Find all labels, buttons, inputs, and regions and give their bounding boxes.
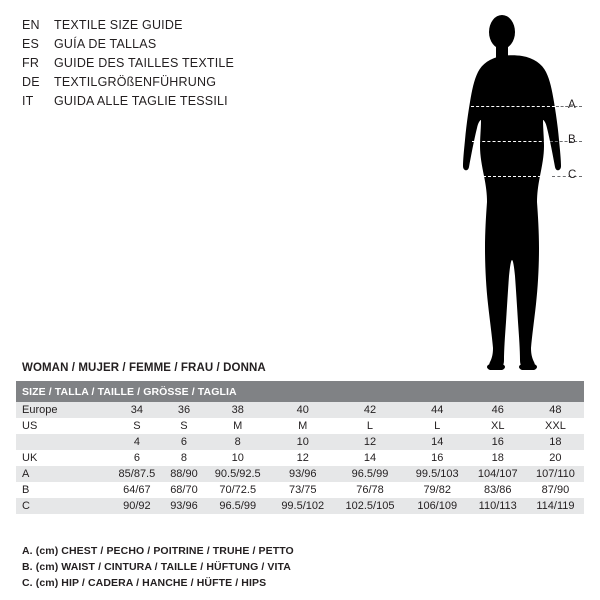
silhouette-icon <box>430 10 590 370</box>
cell: 104/107 <box>469 466 527 482</box>
female-silhouette-figure <box>430 10 590 370</box>
cell: 14 <box>406 434 469 450</box>
note-chest: A. (cm) CHEST / PECHO / POITRINE / TRUHE / PETTO <box>22 545 294 557</box>
cell: 68/70 <box>164 482 204 498</box>
table-row <box>16 418 584 434</box>
title-text: GUIDA ALLE TAGLIE TESSILI <box>54 94 228 108</box>
cell: 90/92 <box>110 498 164 514</box>
table-row <box>16 450 584 466</box>
guide-label-c: C <box>568 169 577 181</box>
cell: 90.5/92.5 <box>204 466 271 482</box>
cell: 44 <box>406 402 469 418</box>
table-row <box>16 498 584 514</box>
title-text: TEXTILE SIZE GUIDE <box>54 18 183 32</box>
cell: 16 <box>469 434 527 450</box>
table-row <box>16 402 584 418</box>
guide-line-b <box>550 141 582 142</box>
cell: 12 <box>271 450 334 466</box>
cell: 14 <box>334 450 406 466</box>
cell: 20 <box>527 450 584 466</box>
cell: 46 <box>469 402 527 418</box>
cell: 70/72.5 <box>204 482 271 498</box>
cell: 93/96 <box>271 466 334 482</box>
table-header-row <box>16 381 584 402</box>
guide-line-c <box>552 176 582 177</box>
title-text: GUÍA DE TALLAS <box>54 37 157 51</box>
cell: 73/75 <box>271 482 334 498</box>
cell: 99.5/103 <box>406 466 469 482</box>
cell: 40 <box>271 402 334 418</box>
row-label: C <box>16 498 110 514</box>
cell: 18 <box>527 434 584 450</box>
row-label: Europe <box>16 402 110 418</box>
language-code: FR <box>22 56 40 70</box>
cell: L <box>406 418 469 434</box>
cell: 99.5/102 <box>271 498 334 514</box>
cell: 6 <box>164 434 204 450</box>
cell: 107/110 <box>527 466 584 482</box>
guide-dash-waist <box>472 141 552 142</box>
row-label <box>16 434 110 450</box>
cell: 8 <box>164 450 204 466</box>
cell: 83/86 <box>469 482 527 498</box>
cell: S <box>164 418 204 434</box>
cell: 36 <box>164 402 204 418</box>
cell: 34 <box>110 402 164 418</box>
language-code: DE <box>22 75 40 89</box>
guide-dash-chest <box>466 106 560 107</box>
guide-label-b: B <box>568 134 576 146</box>
title-text: TEXTILGRÖßENFÜHRUNG <box>54 75 217 89</box>
cell: 42 <box>334 402 406 418</box>
cell: 8 <box>204 434 271 450</box>
title-row <box>22 92 352 111</box>
guide-dash-hip <box>468 176 556 177</box>
cell: 16 <box>406 450 469 466</box>
cell: XXL <box>527 418 584 434</box>
row-label: UK <box>16 450 110 466</box>
row-label: A <box>16 466 110 482</box>
cell: 12 <box>334 434 406 450</box>
title-row <box>22 16 352 35</box>
cell: 38 <box>204 402 271 418</box>
table-body <box>16 402 584 514</box>
cell: 79/82 <box>406 482 469 498</box>
section-heading: WOMAN / MUJER / FEMME / FRAU / DONNA <box>22 362 266 374</box>
cell: 4 <box>110 434 164 450</box>
cell: 93/96 <box>164 498 204 514</box>
cell: 48 <box>527 402 584 418</box>
cell: 96.5/99 <box>204 498 271 514</box>
cell: 10 <box>271 434 334 450</box>
cell: 85/87.5 <box>110 466 164 482</box>
note-waist: B. (cm) WAIST / CINTURA / TAILLE / HÜFTUNG / VITA <box>22 561 291 573</box>
language-code: ES <box>22 37 40 51</box>
measurement-notes <box>22 543 522 591</box>
cell: 64/67 <box>110 482 164 498</box>
guide-label-a: A <box>568 99 576 111</box>
row-label: B <box>16 482 110 498</box>
cell: 10 <box>204 450 271 466</box>
note-hip: C. (cm) HIP / CADERA / HANCHE / HÜFTE / HIPS <box>22 577 267 589</box>
table-row <box>16 482 584 498</box>
cell: 102.5/105 <box>334 498 406 514</box>
row-label: US <box>16 418 110 434</box>
table-row <box>16 466 584 482</box>
title-text: GUIDE DES TAILLES TEXTILE <box>54 56 235 70</box>
cell: L <box>334 418 406 434</box>
language-code: EN <box>22 18 40 32</box>
cell: 110/113 <box>469 498 527 514</box>
cell: XL <box>469 418 527 434</box>
cell: 76/78 <box>334 482 406 498</box>
title-block <box>22 16 352 111</box>
cell: 6 <box>110 450 164 466</box>
size-table <box>16 381 584 514</box>
cell: M <box>271 418 334 434</box>
table-row <box>16 434 584 450</box>
language-code: IT <box>22 94 34 108</box>
cell: M <box>204 418 271 434</box>
title-row <box>22 73 352 92</box>
cell: S <box>110 418 164 434</box>
size-table-wrapper <box>16 381 584 514</box>
title-row <box>22 54 352 73</box>
cell: 96.5/99 <box>334 466 406 482</box>
cell: 87/90 <box>527 482 584 498</box>
cell: 106/109 <box>406 498 469 514</box>
cell: 88/90 <box>164 466 204 482</box>
title-row <box>22 35 352 54</box>
cell: 18 <box>469 450 527 466</box>
table-header-cell: SIZE / TALLA / TAILLE / GRÖSSE / TAGLIA <box>16 381 584 402</box>
table-head <box>16 381 584 402</box>
cell: 114/119 <box>527 498 584 514</box>
